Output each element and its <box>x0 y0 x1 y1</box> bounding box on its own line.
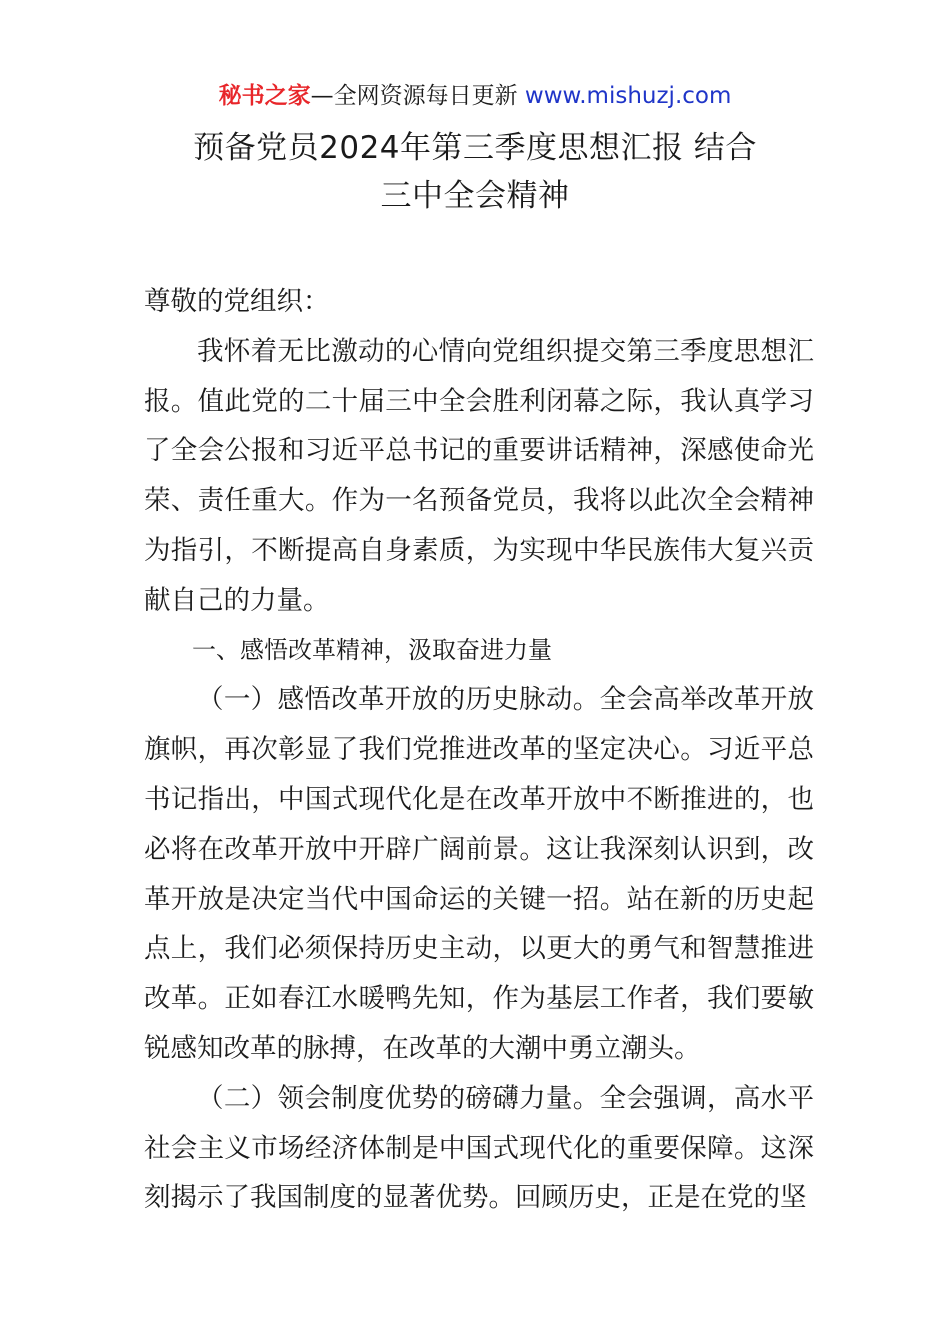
salutation: 尊敬的党组织： <box>144 286 330 317</box>
paragraph-1-2: （二）领会制度优势的磅礴力量。全会强调，高水平社会主义市场经济体制是中国式现代化的重要保障。这深刻揭示了我国制度的显著优势。回顾历史，正是在党的坚 <box>144 1082 814 1214</box>
document-body <box>144 277 814 1223</box>
site-banner <box>0 80 950 112</box>
document-title-line-2: 三中全会精神 <box>380 178 570 214</box>
document-title-line-1: 预备党员2024年第三季度思想汇报 结合 <box>193 130 757 166</box>
banner-url[interactable]: www.mishuzj.com <box>524 83 732 109</box>
paragraph-intro: 我怀着无比激动的心情向党组织提交第三季度思想汇报。值此党的二十届三中全会胜利闭幕之际，我认真学习了全会公报和习近平总书记的重要讲话精神，深感使命光荣、责任重大。作为一名预备党员，我将以此次全会精神为指引，不断提高自身素质，为实现中华民族伟大复兴贡献自己的力量。 <box>144 335 814 616</box>
section-heading-1: 一、感悟改革精神，汲取奋进力量 <box>192 635 552 664</box>
paragraph-1-1: （一）感悟改革开放的历史脉动。全会高举改革开放旗帜，再次彰显了我们党推进改革的坚定决心。习近平总书记指出，中国式现代化是在改革开放中不断推进的，也必将在改革开放中开辟广阔前景。这让我深刻认识到，改革开放是决定当代中国命运的关键一招。站在新的历史起点上，我们必须保持历史主动，以更大的勇气和智慧推进改革。正如春江水暖鸭先知，作为基层工作者，我们要敏锐感知改革的脉搏，在改革的大潮中勇立潮头。 <box>144 684 814 1064</box>
banner-brand: 秘书之家 <box>218 83 311 109</box>
banner-tagline: —全网资源每日更新 <box>310 83 525 109</box>
